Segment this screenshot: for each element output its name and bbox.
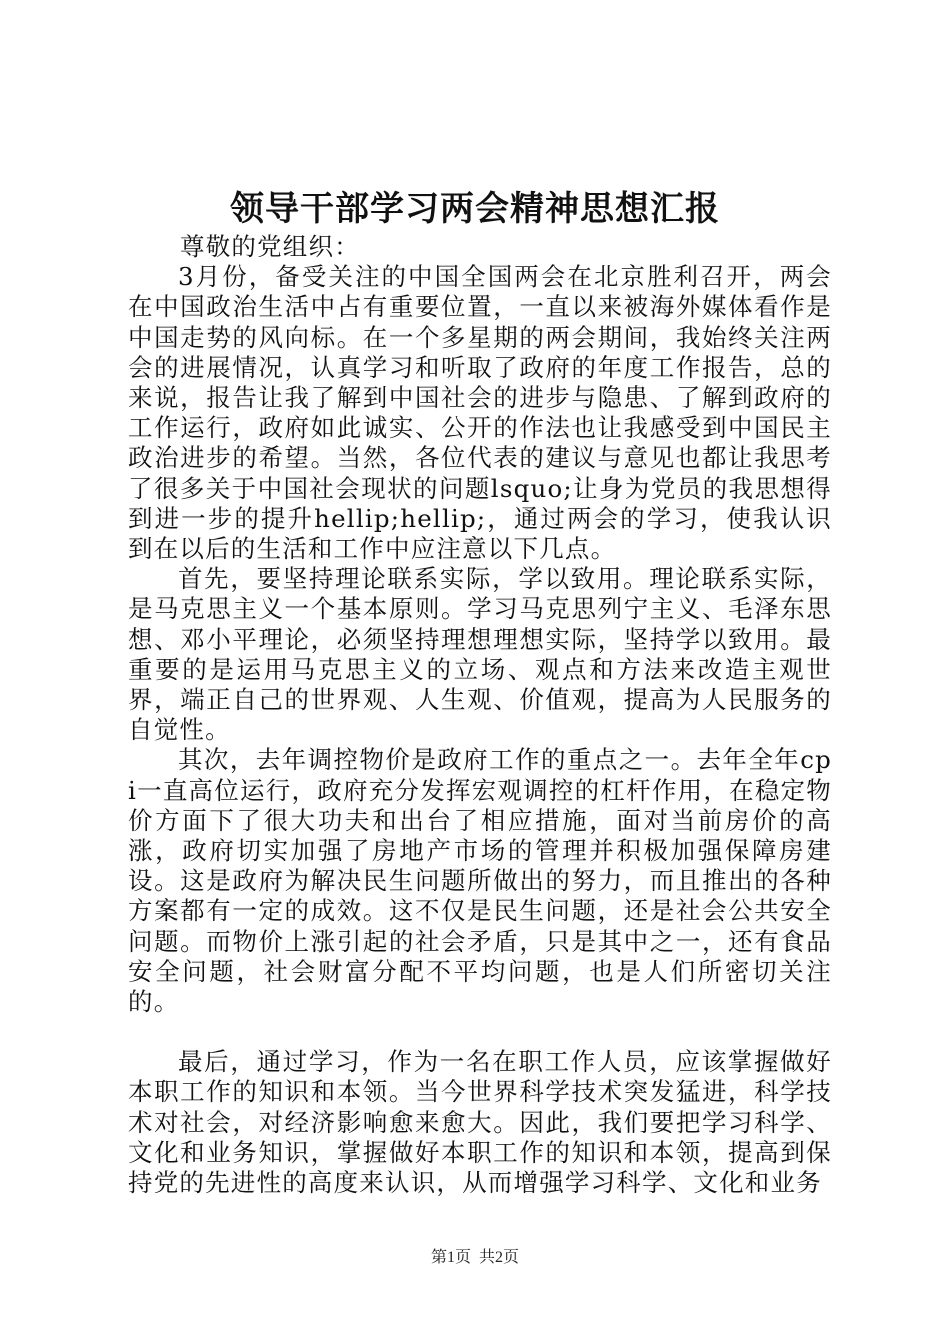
paragraph-final-point: 最后，通过学习，作为一名在职工作人员，应该掌握做好本职工作的知识和本领。当今世界科学技术突发猛进，科学技术对社会，对经济影响愈来愈大。因此，我们要把学习科学、文化和业务知识，掌握做好本职工作的知识和本领，提高到保持党的先进性的高度来认识，从而增强学习科学、文化和业务 (128, 1047, 832, 1198)
paragraph-first-point: 首先，要坚持理论联系实际，学以致用。理论联系实际，是马克思主义一个基本原则。学习马克思列宁主义、毛泽东思想、邓小平理论，必须坚持理想理想实际，坚持学以致用。最重要的是运用马克思主义的立场、观点和方法来改造主观世界，端正自己的世界观、人生观、价值观，提高为人民服务的自觉性。 (128, 564, 832, 745)
document-body (128, 232, 832, 1198)
page-number-label: 第1页 共2页 (430, 1249, 519, 1266)
page-number-footer (0, 1244, 950, 1267)
paragraph-second-point: 其次，去年调控物价是政府工作的重点之一。去年全年cpi一直高位运行，政府充分发挥宏观调控的杠杆作用，在稳定物价方面下了很大功夫和出台了相应措施，面对当前房价的高涨，政府切实加强了房地产市场的管理并积极加强保障房建设。这是政府为解决民生问题所做出的努力，而且推出的各种方案都有一定的成效。这不仅是民生问题，还是社会公共安全问题。而物价上涨引起的社会矛盾，只是其中之一，还有食品安全问题，社会财富分配不平均问题，也是人们所密切关注的。 (128, 745, 832, 1017)
document-title: 领导干部学习两会精神思想汇报 (230, 189, 720, 229)
paragraph-intro: 3月份，备受关注的中国全国两会在北京胜利召开，两会在中国政治生活中占有重要位置，一直以来被海外媒体看作是中国走势的风向标。在一个多星期的两会期间，我始终关注两会的进展情况，认真学习和听取了政府的年度工作报告，总的来说，报告让我了解到中国社会的进步与隐患、了解到政府的工作运行，政府如此诚实、公开的作法也让我感受到中国民主政治进步的希望。当然，各位代表的建议与意见也都让我思考了很多关于中国社会现状的问题lsquo;让身为党员的我思想得到进一步的提升hellip;hellip;，通过两会的学习，使我认识到在以后的生活和工作中应注意以下几点。 (128, 262, 832, 564)
salutation: 尊敬的党组织： (180, 232, 360, 261)
